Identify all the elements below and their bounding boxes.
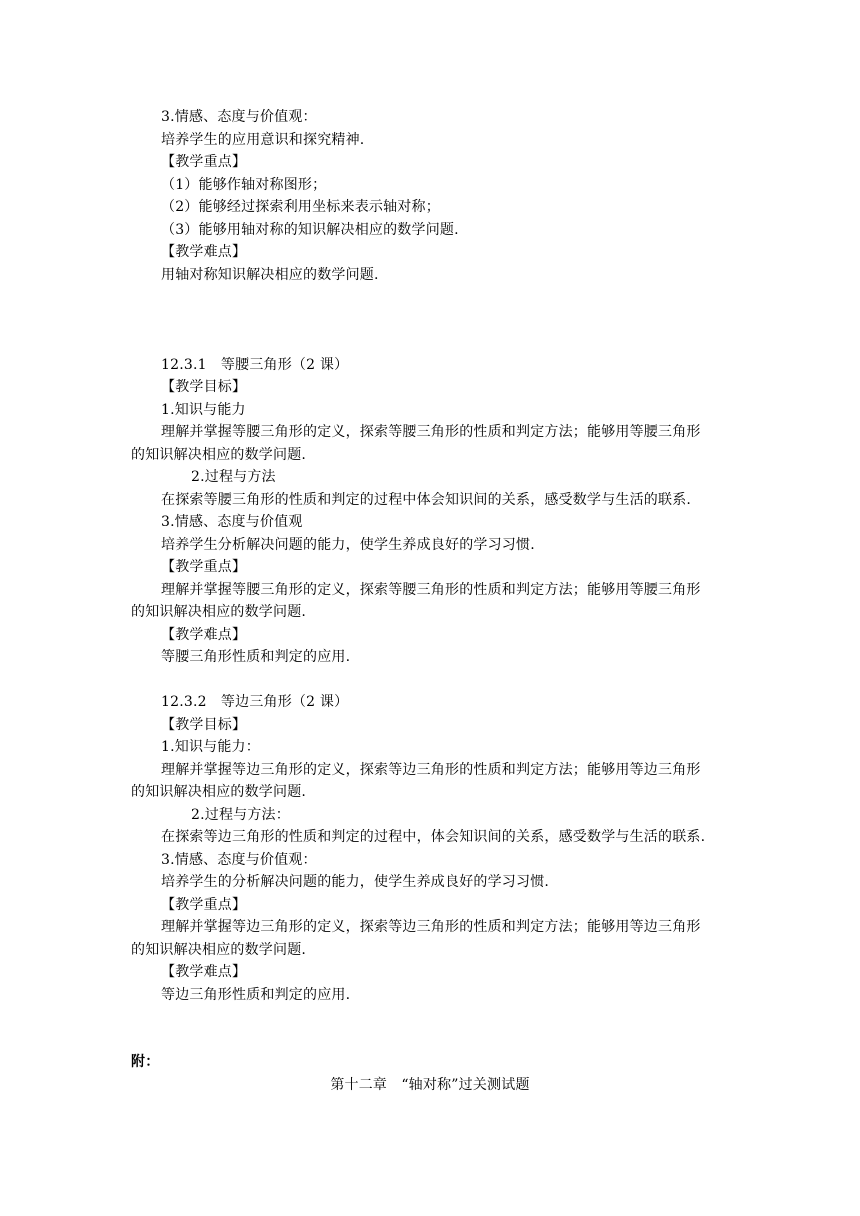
section-title: 12.3.2 等边三角形（2 课） <box>161 694 349 710</box>
emotion-heading: 3.情感、态度与价值观 <box>161 514 303 530</box>
key-points-text: 理解并掌握等腰三角形的定义，探索等腰三角形的性质和判定方法；能够用等腰三角形 <box>161 582 701 598</box>
appendix-label: 附： <box>131 1054 160 1070</box>
knowledge-text: 理解并掌握等边三角形的定义，探索等边三角形的性质和判定方法；能够用等边三角形 <box>161 762 701 778</box>
key-points-text-cont: 的知识解决相应的数学问题. <box>131 942 307 958</box>
knowledge-heading: 1.知识与能力 <box>161 402 246 418</box>
knowledge-text-cont: 的知识解决相应的数学问题. <box>131 447 307 463</box>
goals-heading: 【教学目标】 <box>161 379 247 395</box>
goals-heading: 【教学目标】 <box>161 717 247 733</box>
key-points-heading: 【教学重点】 <box>161 897 247 913</box>
key-point-item: （1）能够作轴对称图形； <box>161 177 327 193</box>
key-point-item: （2）能够经过探索利用坐标来表示轴对称； <box>161 199 440 215</box>
difficulty-text: 等边三角形性质和判定的应用. <box>161 987 351 1003</box>
knowledge-text: 理解并掌握等腰三角形的定义，探索等腰三角形的性质和判定方法；能够用等腰三角形 <box>161 424 701 440</box>
difficulty-text: 等腰三角形性质和判定的应用. <box>161 649 351 665</box>
emotion-text: 培养学生的应用意识和探究精神. <box>161 132 365 148</box>
emotion-heading: 3.情感、态度与价值观： <box>161 109 317 125</box>
key-points-heading: 【教学重点】 <box>161 559 247 575</box>
key-points-text: 理解并掌握等边三角形的定义，探索等边三角形的性质和判定方法；能够用等边三角形 <box>161 919 701 935</box>
emotion-heading: 3.情感、态度与价值观： <box>161 852 317 868</box>
difficulty-heading: 【教学难点】 <box>161 244 247 260</box>
process-heading: 2.过程与方法： <box>191 807 290 823</box>
difficulty-heading: 【教学难点】 <box>161 964 247 980</box>
process-text: 在探索等腰三角形的性质和判定的过程中体会知识间的关系，感受数学与生活的联系. <box>161 492 692 508</box>
key-points-text-cont: 的知识解决相应的数学问题. <box>131 604 307 620</box>
test-title: 第十二章 “轴对称”过关测试题 <box>330 1077 530 1093</box>
process-heading: 2.过程与方法 <box>191 469 276 485</box>
emotion-text: 培养学生分析解决问题的能力，使学生养成良好的学习习惯. <box>161 537 535 553</box>
key-point-item: （3）能够用轴对称的知识解决相应的数学问题. <box>161 222 459 238</box>
section-title: 12.3.1 等腰三角形（2 课） <box>161 357 349 373</box>
knowledge-text-cont: 的知识解决相应的数学问题. <box>131 784 307 800</box>
knowledge-heading: 1.知识与能力： <box>161 739 260 755</box>
difficulty-heading: 【教学难点】 <box>161 627 247 643</box>
process-text: 在探索等边三角形的性质和判定的过程中，体会知识间的关系，感受数学与生活的联系. <box>161 829 706 845</box>
key-points-heading: 【教学重点】 <box>161 154 247 170</box>
emotion-text: 培养学生的分析解决问题的能力，使学生养成良好的学习习惯. <box>161 874 550 890</box>
difficulty-text: 用轴对称知识解决相应的数学问题. <box>161 267 379 283</box>
